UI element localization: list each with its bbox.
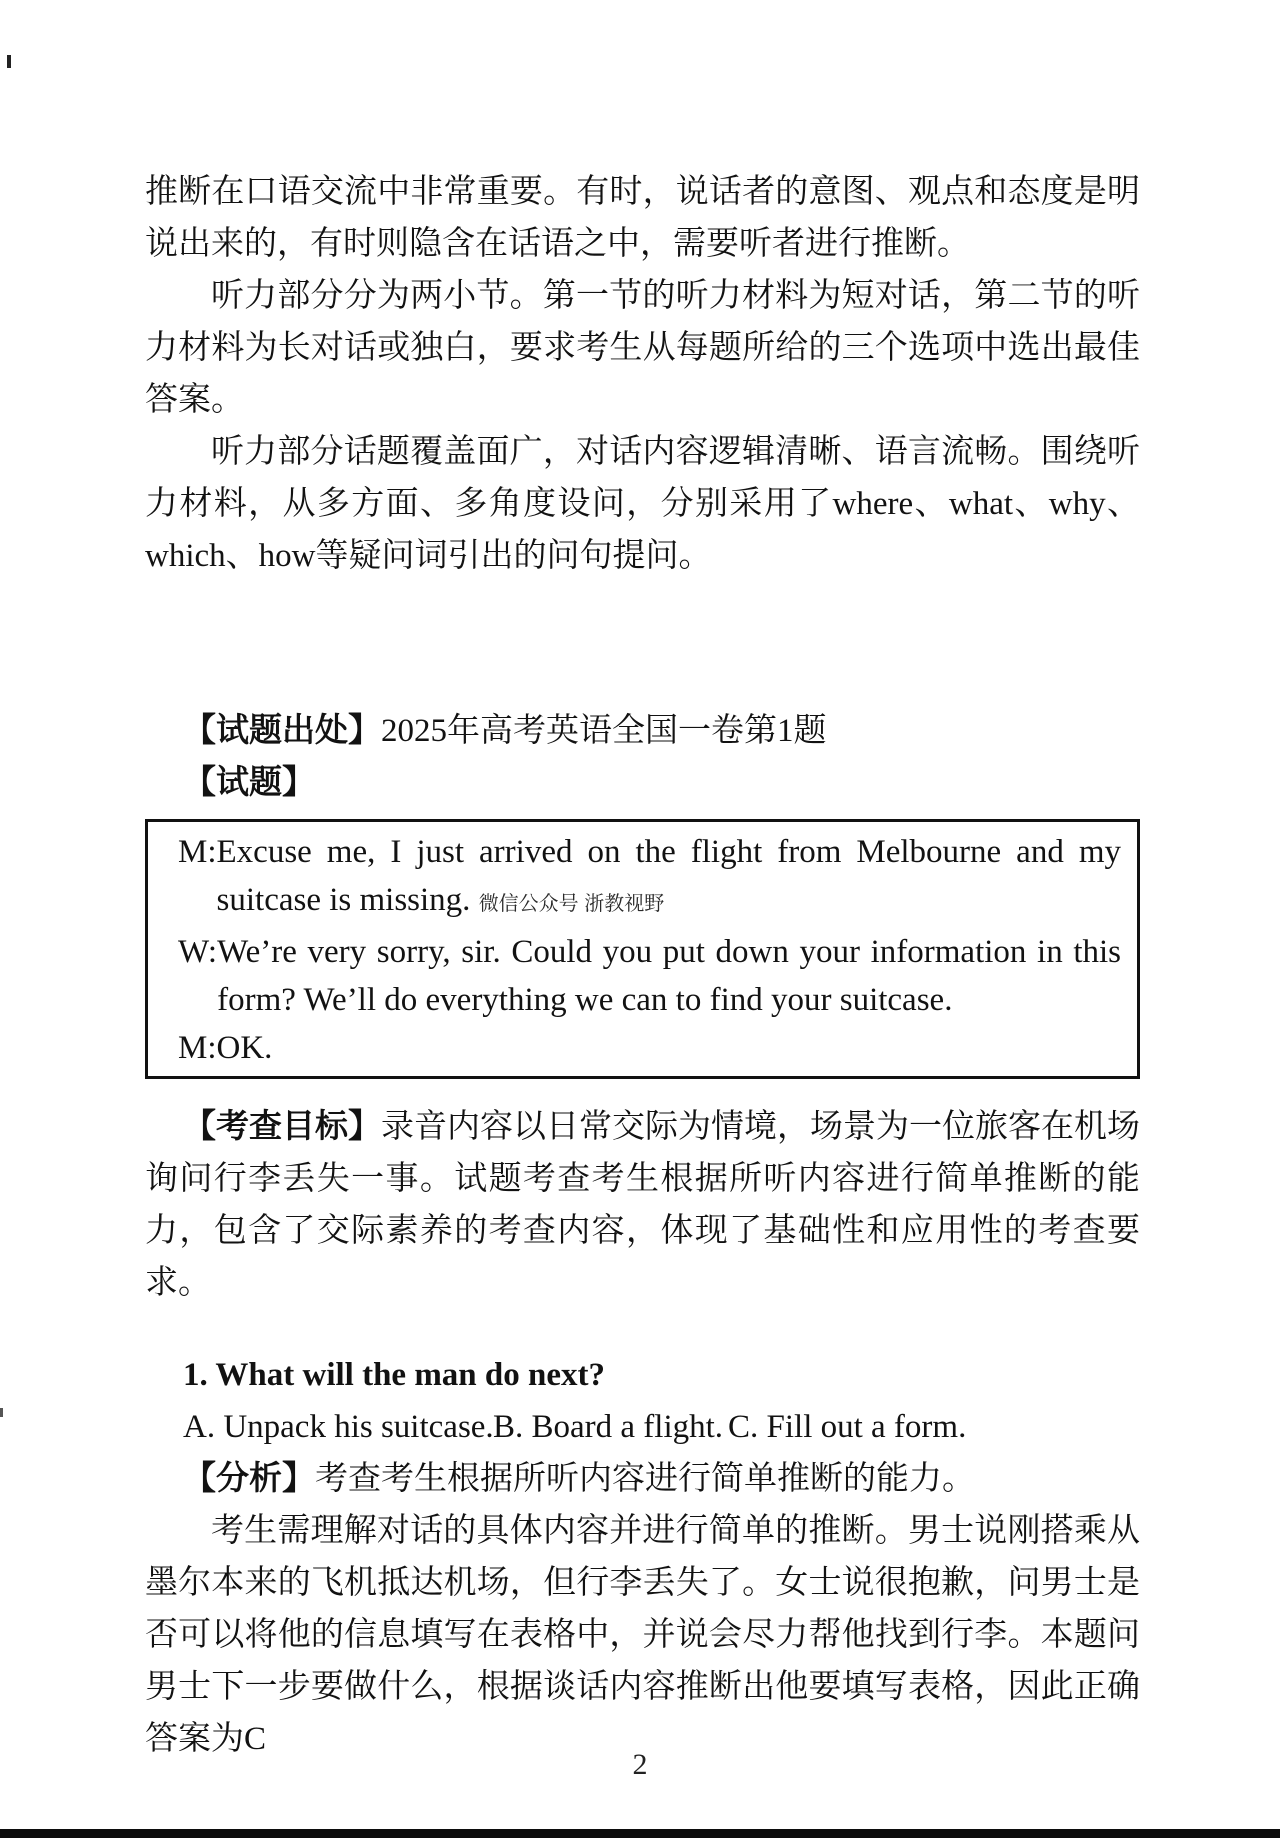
- dialogue-line: [148, 928, 1127, 1024]
- analysis-line: [145, 1453, 1140, 1505]
- option-a: A. Unpack his suitcase.: [183, 1409, 494, 1445]
- question-source-text: 2025年高考英语全国一卷第1题: [381, 713, 827, 749]
- dialogue-speaker: M:: [178, 1030, 217, 1066]
- intro-paragraph-2: 听力部分分为两小节。第一节的听力材料为短对话，第二节的听力材料为长对话或独白，要求考生从每题所给的三个选项中选出最佳答案。: [145, 278, 1140, 418]
- dialogue-line: [148, 1024, 1127, 1072]
- question-source-line: [145, 705, 1140, 757]
- intro-paragraph-3: 听力部分话题覆盖面广，对话内容逻辑清晰、语言流畅。围绕听力材料，从多方面、多角度设问，分别采用了where、what、why、which、how等疑问词引出的问句提问。: [145, 434, 1140, 574]
- objective-paragraph: [145, 1101, 1140, 1309]
- dialogue-text: OK.: [216, 1030, 273, 1066]
- dialogue-text-main: Excuse me, I just arrived on the flight from Melbourne and my suitcase is missing.: [216, 834, 1121, 918]
- intro-paragraph-1: 推断在口语交流中非常重要。有时，说话者的意图、观点和态度是明说出来的，有时则隐含在话语之中，需要听者进行推断。: [145, 174, 1140, 262]
- scan-artifact: [0, 1408, 3, 1417]
- dialogue-line: [148, 828, 1127, 928]
- dialogue-speaker: M:: [178, 834, 217, 870]
- analysis-label: 【分析】: [183, 1461, 315, 1497]
- dialogue-speaker: W:: [178, 934, 218, 970]
- dialogue-text: [217, 828, 1127, 928]
- question-source-label: 【试题出处】: [183, 713, 381, 749]
- options-row: [145, 1401, 1140, 1453]
- option-c: C. Fill out a form.: [728, 1409, 967, 1445]
- scan-artifact: [7, 55, 11, 68]
- dialogue-text: We’re very sorry, sir. Could you put down your information in this form? We’ll do everything we can to find your suitcase.: [217, 934, 1121, 1018]
- page-number: 2: [632, 1748, 648, 1781]
- objective-text: 录音内容以日常交际为情境，场景为一位旅客在机场询问行李丢失一事。试题考查考生根据所听内容进行简单推断的能力，包含了交际素养的考查内容，体现了基础性和应用性的考查要求。: [145, 1109, 1140, 1301]
- watermark-text: 微信公众号 浙教视野: [478, 893, 665, 915]
- scan-edge-bar: [0, 1829, 1280, 1838]
- option-b: B. Board a flight.: [493, 1409, 724, 1445]
- analysis-detail-paragraph: 考生需理解对话的具体内容并进行简单的推断。男士说刚搭乘从墨尔本来的飞机抵达机场，但行李丢失了。女士说很抱歉，问男士是否可以将他的信息填写在表格中，并说会尽力帮他找到行李。本题问男士下一步要做什么，根据谈话内容推断出他要填写表格，因此正确答案为C: [145, 1513, 1140, 1757]
- objective-label: 【考查目标】: [183, 1109, 381, 1145]
- question-title: 1. What will the man do next?: [183, 1357, 606, 1393]
- analysis-text: 考查考生根据所听内容进行简单推断的能力。: [315, 1461, 975, 1497]
- dialogue-box: [145, 819, 1140, 1079]
- page-content: [145, 0, 1140, 1765]
- question-section-header: 【试题】: [183, 765, 315, 801]
